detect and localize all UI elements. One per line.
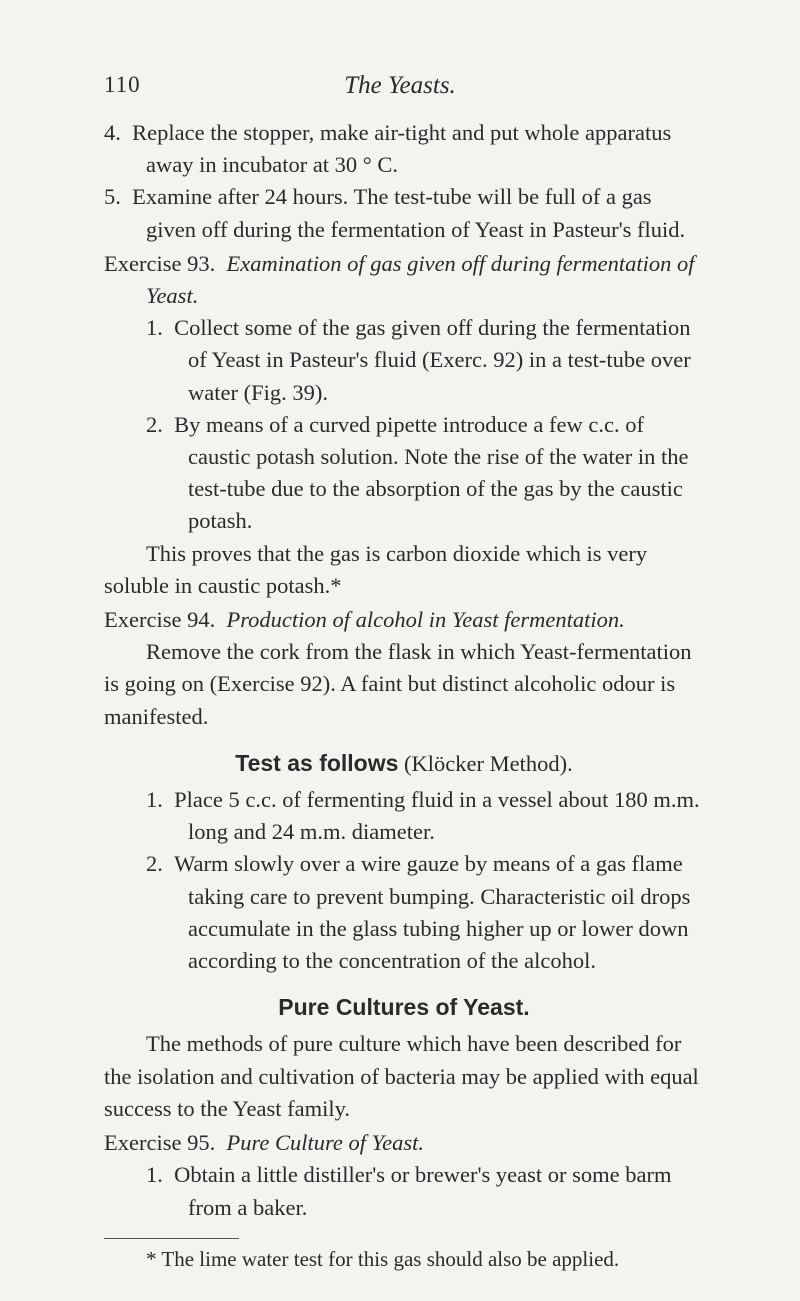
step-text: Replace the stopper, make air-tight and put whole apparatus away in incubator at 30 ° C.: [132, 120, 672, 178]
exercise-heading: [104, 248, 704, 312]
step-text: Warm slowly over a wire gauze by means of a gas flame taking care to prevent bumping. Characteristic oil drops accumulate in the glass tubing higher up or lower down according to the concentration of the alcohol.: [174, 851, 691, 974]
step-item: [104, 181, 704, 245]
step-item: [146, 784, 704, 848]
section-heading-bold: Test as follows: [235, 749, 399, 776]
step-text: Place 5 c.c. of fermenting fluid in a vessel about 180 m.m. long and 24 m.m. diameter.: [174, 787, 700, 845]
running-title: The Yeasts.: [344, 72, 456, 99]
page-number: 110: [104, 72, 141, 97]
exercise-label: Exercise 93.: [104, 250, 216, 276]
step-text: Examine after 24 hours. The test-tube will be full of a gas given off during the fermentation of Yeast in Pasteur's fluid.: [132, 184, 686, 242]
exercise-heading: [104, 604, 704, 636]
paragraph: Remove the cork from the flask in which Yeast-fermentation is going on (Exercise 92). A faint but distinct alcoholic odour is manifested.: [104, 639, 692, 729]
exercise-title: Examination of gas given off during fermentation of Yeast.: [146, 250, 695, 309]
step-text: Obtain a little distiller's or brewer's yeast or some barm from a baker.: [174, 1162, 672, 1220]
footnote: * The lime water test for this gas should also be applied.: [146, 1246, 620, 1271]
section-heading: [104, 991, 704, 1024]
exercise-heading: [104, 1127, 704, 1159]
step-item: [146, 848, 704, 977]
step-number: 2.: [146, 851, 163, 877]
paragraph: The methods of pure culture which have been described for the isolation and cultivation of bacteria may be applied with equal success to the Yeast family.: [104, 1031, 699, 1121]
section-heading-normal: (Klöcker Method).: [404, 750, 573, 776]
step-number: 1.: [146, 787, 163, 813]
exercise-label: Exercise 95.: [104, 1130, 216, 1156]
section-heading: [104, 747, 704, 780]
step-number: 1.: [146, 315, 163, 341]
step-number: 2.: [146, 411, 163, 437]
exercise-label: Exercise 94.: [104, 607, 216, 633]
section-heading-bold: Pure Cultures of Yeast.: [278, 994, 530, 1021]
footnote-divider: [104, 1238, 239, 1239]
step-number: 4.: [104, 120, 121, 145]
step-number: 1.: [146, 1162, 163, 1188]
step-text: By means of a curved pipette introduce a few c.c. of caustic potash solution. Note the rise of the water in the test-tube due to the absorption of the gas by the caustic potash.: [174, 411, 689, 534]
step-number: 5.: [104, 184, 121, 210]
step-item: [146, 312, 704, 409]
page-header: [104, 72, 696, 108]
step-item: [104, 117, 704, 181]
exercise-title: Pure Culture of Yeast.: [226, 1130, 424, 1156]
exercise-title: Production of alcohol in Yeast fermentation.: [226, 607, 625, 633]
step-text: Collect some of the gas given off during the fermentation of Yeast in Pasteur's fluid (Exerc. 92) in a test-tube over water (Fig. 39).: [174, 315, 691, 405]
page-body: [104, 117, 704, 1273]
paragraph: This proves that the gas is carbon dioxide which is very soluble in caustic potash.*: [104, 540, 648, 598]
step-item: [146, 409, 704, 538]
step-item: [146, 1159, 704, 1223]
